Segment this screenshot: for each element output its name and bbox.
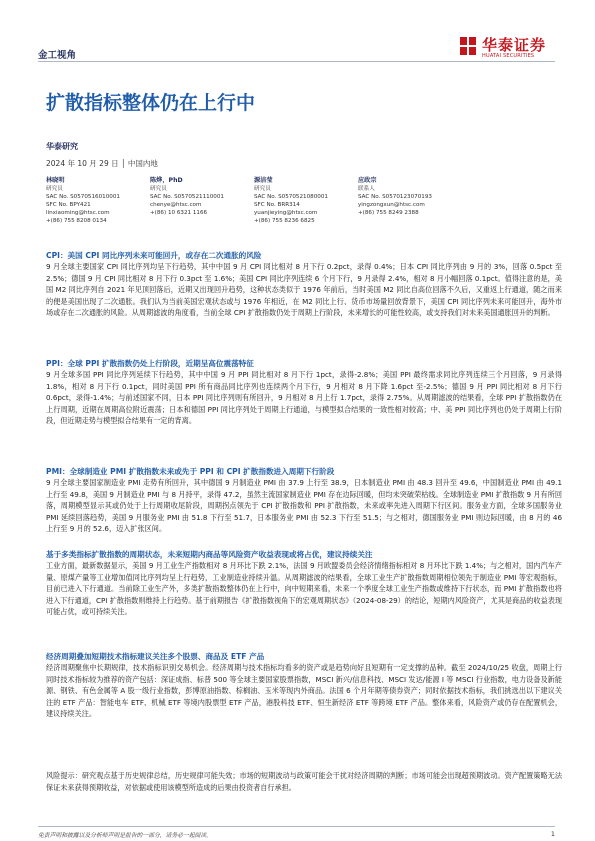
disclaimer-note: 免责声明和披露以及分析师声明是报告的一部分，请务必一起阅读。 [38, 833, 212, 839]
footer-divider [38, 826, 555, 827]
analyst-email[interactable]: yuanjieying@htsc.com [254, 210, 318, 217]
brand-name-cn: 华泰证券 [482, 36, 547, 54]
analyst-sac: SAC No. S0570516010001 [46, 194, 120, 201]
analyst-phone: +(86) 755 8236 6825 [254, 218, 315, 225]
analyst-sac: SAC No. S0570521110001 [150, 194, 224, 201]
analyst-role: 研究员 [150, 186, 167, 193]
analyst-phone: +(86) 755 8249 2388 [358, 210, 419, 217]
section-cpi [46, 250, 562, 319]
section-heading: 基于多类指标扩散指数的周期状态，未来短期内商品等风险资产收益表现或将占优，建议持续关注 [46, 550, 373, 559]
page-number: 1 [550, 830, 555, 838]
analyst-phone: +(86) 755 8208 0134 [46, 218, 107, 225]
section-body: 工业方面，最新数据显示，美国 9 月工业生产指数相对 8 月环比下跌 2.1%，法国 9 月欧盟委员会经济情绪指标相对 8 月环比下跌 1.4%；与之相对，国内汽车产量、原煤产量等工业增加值同比序列均呈上行趋势，工业制造业持续升温。从周期滤波的结果看，全球工业生产扩散指数周期相位领先于制造业 PMI 等宏观指标，目前已进入下行通道。当前除工业生产外，多类扩散指数整体仍在上行中，向中短期来看，未来一个季度全球工业生产指数或维持下行状态，而 PMI 扩散指数也将进入下行通道，CPI 扩散指数则维持上行趋势。基于前期报告《扩散指数视角下的宏观周期状态》（2024-08-29）的结论，短期内风险资产，尤其是商品的收益表现可能占优，或可持续关注。 [46, 561, 562, 617]
analyst-sac: SAC No. S0570521080001 [254, 194, 328, 201]
analyst-name: 陈烨，PhD [150, 177, 183, 184]
analyst-sfc: SFC No. BRR314 [254, 202, 300, 209]
section-body: 9 月全球主要国家制造业 PMI 走势有所回升，其中德国 9 月制造业 PMI 由 37.9 上行至 38.9，日本制造业 PMI 由 48.3 回升至 49.6，中国制造业 PMI 由 49.1 上行至 49.8，美国 9 月制造业 PMI 与 8 月持平，录得 47.2，虽然主流国家制造业 PMI 存在边际回暖，但均未突破荣枯线。全球制造业 PMI 扩散指数 9 月有所回落，周期模型显示其或仍处于上行周期收尾阶段，周期拐点领先于 CPI 扩散指数和 PPI 扩散指数，未来或率先进入周期下行区间。服务业方面，全球多国服务业 PMI 延续回落趋势，美国 9 月服务业 PMI 由 51.8 下行至 51.7，日本服务业 PMI 由 52.3 下行至 51.5；与之相对，德国服务业 PMI 则边际回暖，由 8 月的 46 上行至 9 月的 52.6，迈入扩张区间。 [46, 478, 562, 534]
analyst-email[interactable]: yingzongxun@htsc.com [358, 202, 425, 209]
section-industry [46, 549, 562, 618]
section-heading: CPI：美国 CPI 同比序列未来可能回升，或存在二次通胀的风险 [46, 251, 262, 260]
section-body: 9 月全球主要国家 CPI 同比序列均呈下行趋势，其中中国 9 月 CPI 同比相对 8 月下行 0.2pct，录得 0.4%；日本 CPI 同比序列由 9 月的 3%，回落 0.5pct 至 2.5%；德国 9 月 CPI 同比相对 8 月下行 0.3pct 至 1.6%；美国 CPI 同比序列连续 6 个月下行，9 月录得 2.4%，相对 8 月小幅回落 0.1pct。值得注意的是，美国 M2 同比序列自 2021 年见顶回落后，近期又出现回升趋势，这种状态类似于 1976 年前后，当时美国 M2 同比自高位回落不久后，又重返上行通道，随之而来的便是美国出现了二次通胀。我们认为当前美国宏观状态或与 1976 年相近，在 M2 同比上行、货币市场量回放背景下，美国 CPI 同比序列未来可能回升，海外市场或存在二次通胀的风险。从周期滤波的角度看，当前全球 CPI 扩散指数仍处于周期上行阶段，未来增长的可能性较高，或支持我们对未来美国通胀回升的判断。 [46, 262, 562, 318]
brand-logo [458, 34, 558, 62]
analyst-sfc: SFC No. BPY421 [46, 202, 91, 209]
analyst-card [358, 177, 488, 217]
analyst-name: 应政宗 [358, 177, 377, 184]
section-etf [46, 651, 562, 720]
analyst-block [46, 177, 566, 257]
huatai-logo-icon [458, 35, 478, 57]
section-heading: PMI：全球制造业 PMI 扩散指数未来或先于 PPI 和 CPI 扩散指数进入周期下行阶段 [46, 467, 335, 476]
analyst-role: 联系人 [358, 186, 375, 193]
analyst-role: 研究员 [46, 186, 63, 193]
section-heading: PPI：全球 PPI 扩散指数仍处上行阶段，近期呈高位震荡特征 [46, 359, 254, 368]
brand-name-en: HUATAI SECURITIES [482, 53, 535, 59]
section-body: 经济周期聚焦中长期规律，技术指标识别交易机会。经济周期与技术指标均看多的资产或是趋势向好且短期有一定支撑的品种。截至 2024/10/25 收盘，周期上行同时技术指标较为推荐的资产包括：深证成指、标普 500 等全球主要国家股票指数，MSCI 新兴/信息科技、MSCI 发达/能源 I 等 MSCI 行业指数，电力设备及新能源、钢铁、有色金属等 A 股一级行业指数，彭博原油指数、棕榈油、玉米等现内外商品。法国 6 个月年期等债券资产；同时依据技术指标，我们挑选出以下建议关注的 ETF 产品：智能电车 ETF、机械 ETF 等境内股票型 ETF 产品，港股科技 ETF、恒生新经济 ETF 等跨境 ETF 产品。整体来看，风险资产或仍存在配置机会，建议持续关注。 [46, 663, 562, 719]
analyst-phone: +(86) 10 6321 1166 [150, 210, 208, 217]
report-date: 2024 年 10 月 29 日 │ 中国内地 [46, 159, 158, 168]
section-label: 金工视角 [38, 50, 77, 61]
analyst-name: 源洁莹 [254, 177, 273, 184]
section-body: 9 月全球多国 PPI 同比序列延续下行趋势，其中中国 9 月 PPI 同比相对 8 月下行 1pct，录得-2.8%；美国 PPI 最终需求同比序列连续三个月回落，9 月录得 1.8%，相对 8 月下行 0.1pct，同时美国 PPI 所有商品同比序列也连续两个月下行，9 月相对 8 月下降 1.6pct 至-2.5%；德国 9 月 PPI 同比相对 8 月下行 0.6pct，录得-1.4%；与前述国家不同，日本 PPI 同比序列则有所回升，9 月相对 8 月上行 1.7pct，录得 2.75%。从周期滤波的结果看，全球 PPI 扩散指数仍在上行周期，近期在周期高位附近震荡；日本和德国 PPI 同比序列处于周期上行通道，与模型拟合结果的一致性相对较高；中、美 PPI 同比序列也仍处于周期上行阶段，但近期走势与模型拟合结果有一定的背离。 [46, 370, 562, 426]
analyst-email[interactable]: chenye@htsc.com [150, 202, 202, 209]
section-heading: 经济周期叠加短期技术指标建议关注多个股票、商品及 ETF 产品 [46, 652, 265, 661]
analyst-sac: SAC No. S0570123070193 [358, 194, 432, 201]
section-ppi [46, 358, 562, 427]
analyst-email[interactable]: linxiaoming@htsc.com [46, 210, 110, 217]
research-dept: 华泰研究 [46, 142, 78, 151]
section-pmi [46, 466, 562, 535]
risk-warning: 风险提示：研究观点基于历史规律总结，历史规律可能失效；市场的短期波动与政策可能会干扰对经济周期的判断；市场可能会出现超预期波动。资产配置策略无法保证未来获得预期收益，对依据或使用该模型所造成的后果由投资者自行承担。 [46, 771, 562, 792]
report-title: 扩散指标整体仍在上行中 [46, 92, 256, 114]
analyst-role: 研究员 [254, 186, 271, 193]
analyst-name: 林晓明 [46, 177, 65, 184]
